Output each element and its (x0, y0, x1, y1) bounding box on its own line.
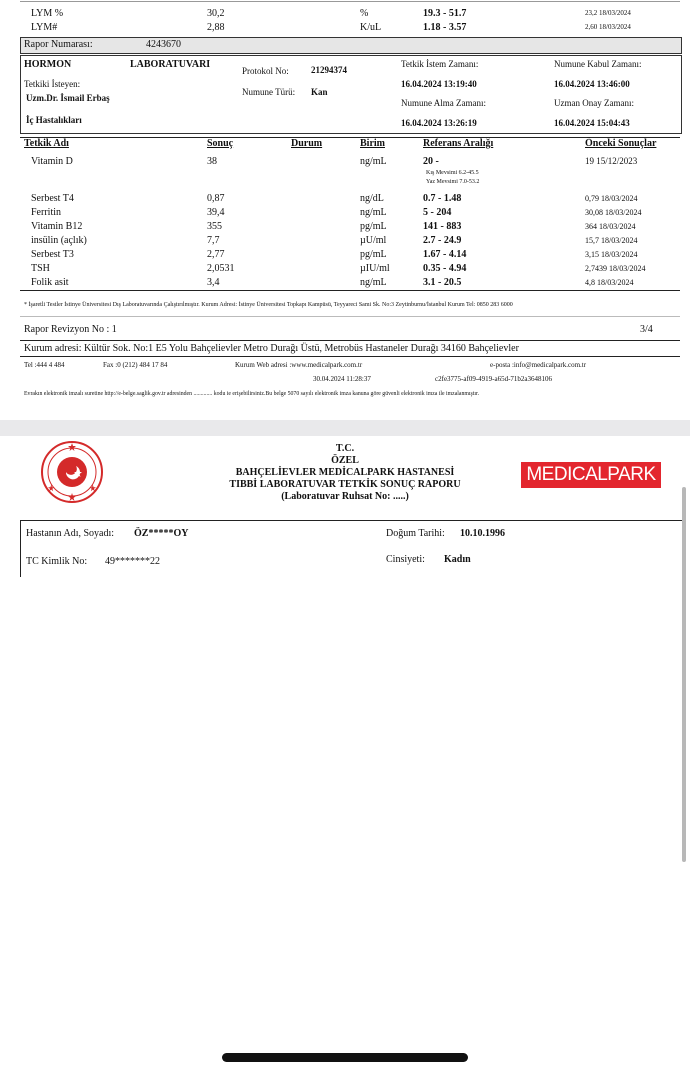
collect-time: 16.04.2024 13:26:19 (401, 118, 477, 128)
requester-name: Uzm.Dr. İsmail Erbaş (26, 93, 110, 103)
test-name: TSH (31, 263, 50, 274)
header-tc: T.C. (335, 443, 355, 454)
test-value: 7,7 (207, 235, 220, 246)
table-bottom-rule (20, 290, 680, 291)
protocol-number: 21294374 (311, 65, 347, 75)
col-previous: Önceki Sonuçlar (585, 138, 657, 149)
approve-time: 16.04.2024 15:04:43 (554, 118, 630, 128)
e-signature-notice: Evrakın elektronik imzalı suretine http://e-belge.saglik.gov.tr adresinden ............. kodu ie erişebilirsiniz.Bu belge 5070 sayılı elektronik imza kanuna göre güvenli elektronik imza ile imzalanmıştır. (24, 391, 480, 397)
lym-percent-unit: % (360, 8, 369, 19)
lym-abs-prev: 2,60 18/03/2024 (585, 23, 631, 31)
test-value: 39,4 (207, 207, 225, 218)
test-value: 0,87 (207, 193, 225, 204)
section-title-2: LABORATUVARI (130, 59, 211, 70)
lym-percent-value: 30,2 (207, 8, 225, 19)
dob-label: Doğum Tarihi: (386, 528, 445, 539)
report-revision: Rapor Revizyon No : 1 (24, 324, 117, 335)
test-unit: ng/mL (360, 207, 387, 218)
footnote-rule (20, 316, 680, 317)
test-value: 3,4 (207, 277, 220, 288)
accept-time-label: Numune Kabul Zamanı: (554, 59, 642, 69)
medicalpark-logo: MEDICALPARK (521, 462, 661, 488)
document-date: 30.04.2024 11:28:37 (313, 375, 371, 383)
test-value: 2,77 (207, 249, 225, 260)
test-value: 2,0531 (207, 263, 235, 274)
test-unit: pg/mL (360, 221, 387, 232)
institution-phone: Tel :444 4 484 (24, 361, 65, 369)
test-unit: ng/dL (360, 193, 384, 204)
sample-type: Kan (311, 87, 328, 97)
sample-type-label: Numune Türü: (242, 87, 296, 97)
vitd-summer-ref: Yaz Mevsimi 7.0-53.2 (426, 179, 480, 185)
patient-tc: 49*******22 (105, 556, 160, 567)
lym-abs-name: LYM# (31, 22, 58, 33)
header-top-rule (20, 137, 680, 138)
test-reference: 0.7 - 1.48 (423, 193, 462, 204)
request-time-label: Tetkik İstem Zamanı: (401, 59, 479, 69)
vitd-value: 38 (207, 156, 217, 167)
external-lab-footnote: * İşaretli Testler İstinye Üniversitesi Dış Laboratuvarında Çalıştırılmıştır. Kurum Adresi: İstinye Üniversitesi Topkapı Kampüsü, Teyyareci Sami Sk. No:3 Zeytinburnu/İstanbul Kurum Tel: 0850 283 6000 (24, 302, 513, 308)
test-previous: 2,7439 18/03/2024 (585, 264, 646, 273)
test-unit: ng/mL (360, 277, 387, 288)
address-top-rule (20, 340, 680, 341)
address-bottom-rule (20, 356, 680, 357)
institution-email: e-posta :info@medicalpark.com.tr (490, 361, 587, 369)
header-ozel: ÖZEL (331, 455, 359, 466)
department: İç Hastalıkları (26, 115, 82, 125)
report-number-bar (20, 37, 682, 54)
requester-label: Tetkiki İsteyen: (24, 79, 81, 89)
patient-name: ÖZ*****OY (134, 528, 189, 539)
patient-name-label: Hastanın Adı, Soyadı: (26, 528, 115, 539)
cropped-row-edge (20, 1, 680, 2)
col-result: Sonuç (207, 138, 234, 149)
patient-box-left (20, 520, 21, 577)
test-previous: 364 18/03/2024 (585, 222, 636, 231)
protocol-label: Protokol No: (242, 66, 289, 76)
report-number-label: Rapor Numarası: (24, 39, 93, 50)
institution-website: Kurum Web adresi :www.medicalpark.com.tr (235, 361, 363, 369)
page-gap (0, 420, 690, 436)
patient-sex: Kadın (444, 554, 471, 565)
header-hospital-name: BAHÇELİEVLER MEDİCALPARK HASTANESİ (235, 467, 455, 478)
vitd-prev: 19 15/12/2023 (585, 156, 638, 166)
report-number: 4243670 (146, 39, 181, 50)
lym-percent-ref: 19.3 - 51.7 (423, 8, 467, 19)
vitd-winter-ref: Kış Mevsimi 6.2-45.5 (426, 170, 479, 176)
lym-percent-name: LYM % (31, 8, 64, 19)
test-name: Serbest T3 (31, 249, 74, 260)
lym-abs-unit: K/uL (360, 22, 382, 33)
col-unit: Birim (360, 138, 385, 149)
header-license: (Laboratuvar Ruhsat No: .....) (281, 491, 409, 502)
test-reference: 2.7 - 24.9 (423, 235, 462, 246)
document-code: c2fe3775-af09-4919-a65d-71b2a3648106 (435, 375, 553, 383)
patient-box-top (20, 520, 682, 521)
test-unit: pg/mL (360, 249, 387, 260)
test-reference: 1.67 - 4.14 (423, 249, 467, 260)
test-previous: 15,7 18/03/2024 (585, 236, 638, 245)
test-unit: µU/ml (360, 235, 387, 246)
test-name: Vitamin B12 (31, 221, 83, 232)
test-previous: 4,8 18/03/2024 (585, 278, 634, 287)
report-page-3 (0, 0, 690, 420)
collect-time-label: Numune Alma Zamanı: (401, 98, 486, 108)
test-unit: µIU/ml (360, 263, 390, 274)
lym-abs-ref: 1.18 - 3.57 (423, 22, 467, 33)
page-number: 3/4 (640, 324, 653, 335)
test-reference: 5 - 204 (423, 207, 452, 218)
header-report-title: TIBBİ LABORATUVAR TETKİK SONUÇ RAPORU (229, 479, 461, 490)
tc-label: TC Kimlik No: (26, 556, 88, 567)
vitd-name: Vitamin D (31, 156, 73, 167)
test-name: Folik asit (31, 277, 69, 288)
section-title: HORMON (24, 59, 72, 70)
institution-fax: Fax :0 (212) 484 17 84 (103, 361, 168, 369)
test-value: 355 (207, 221, 222, 232)
vitd-ref: 20 - (423, 156, 439, 167)
test-name: Ferritin (31, 207, 61, 218)
col-status: Durum (291, 138, 323, 149)
lym-percent-prev: 23,2 18/03/2024 (585, 9, 631, 17)
test-reference: 0.35 - 4.94 (423, 263, 467, 274)
test-previous: 3,15 18/03/2024 (585, 250, 638, 259)
test-name: Serbest T4 (31, 193, 74, 204)
test-reference: 141 - 883 (423, 221, 462, 232)
patient-dob: 10.10.1996 (460, 528, 505, 539)
scrollbar[interactable] (682, 487, 686, 862)
approve-time-label: Uzman Onay Zamanı: (554, 98, 634, 108)
sex-label: Cinsiyeti: (386, 554, 425, 565)
test-previous: 0,79 18/03/2024 (585, 194, 638, 203)
test-name: insülin (açlık) (31, 235, 87, 246)
institution-address: Kurum adresi: Kültür Sok. No:1 E5 Yolu Bahçelievler Metro Durağı Üstü, Metrobüs Hastaneler Durağı 34160 Bahçelievler (24, 343, 519, 354)
vitd-unit: ng/mL (360, 156, 387, 167)
col-reference: Referans Aralığı (423, 138, 494, 149)
test-previous: 30,08 18/03/2024 (585, 208, 642, 217)
accept-time: 16.04.2024 13:46:00 (554, 79, 630, 89)
col-test-name: Tetkik Adı (24, 138, 69, 149)
lym-abs-value: 2,88 (207, 22, 225, 33)
request-time: 16.04.2024 13:19:40 (401, 79, 477, 89)
test-reference: 3.1 - 20.5 (423, 277, 462, 288)
home-indicator[interactable] (222, 1053, 468, 1062)
